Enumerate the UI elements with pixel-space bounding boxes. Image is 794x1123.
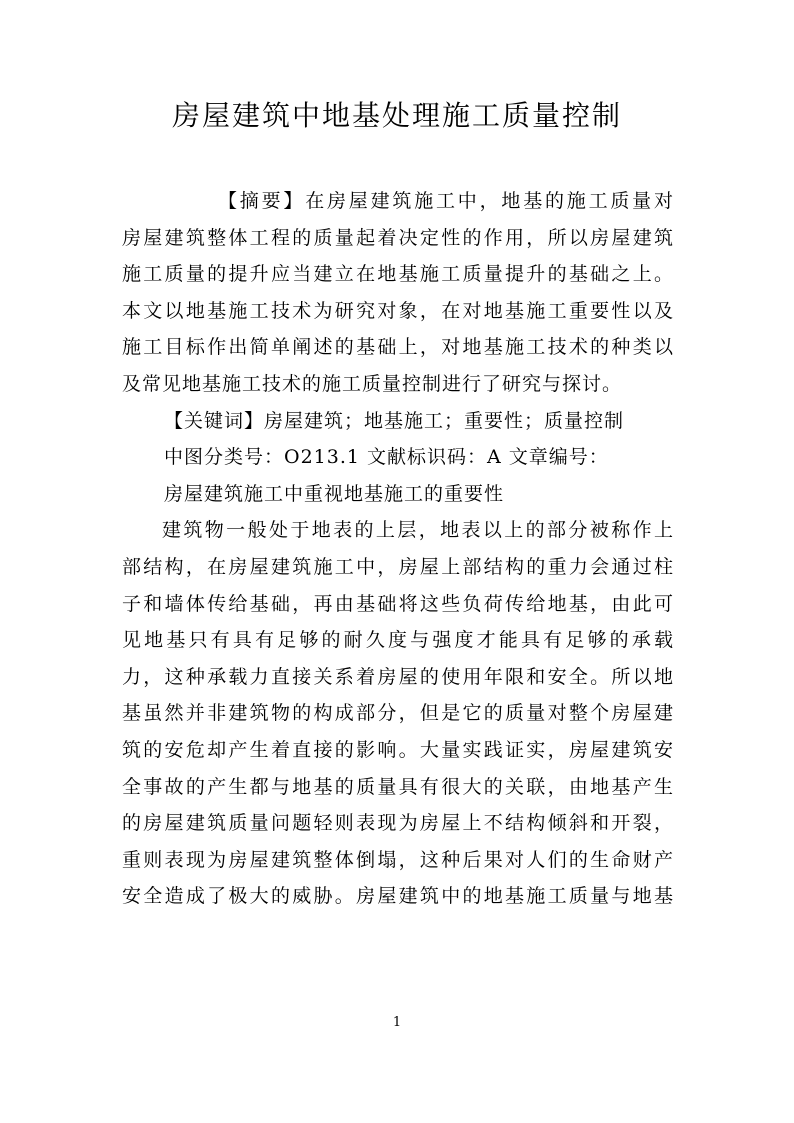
paragraph-line: 力，这种承载力直接关系着房屋的使用年限和安全。所以地 (122, 665, 674, 688)
paragraph-line: 部结构，在房屋建筑施工中，房屋上部结构的重力会通过柱 (122, 555, 674, 578)
paragraph-line: 重则表现为房屋建筑整体倒塌，这种后果对人们的生命财产 (122, 848, 674, 871)
paragraph-line: 安全造成了极大的威胁。房屋建筑中的地基施工质量与地基 (122, 885, 674, 908)
abstract-line: 施工质量的提升应当建立在地基施工质量提升的基础之上。 (122, 263, 674, 286)
paragraph-line: 基虽然并非建筑物的构成部分，但是它的质量对整个房屋建 (122, 702, 674, 725)
document-title: 房屋建筑中地基处理施工质量控制 (171, 99, 622, 132)
abstract-line: 施工目标作出简单阐述的基础上，对地基施工技术的种类以 (122, 336, 674, 359)
section-heading: 房屋建筑施工中重视地基施工的重要性 (164, 482, 505, 505)
classification-line: 中图分类号：O213.1 文献标识码：A 文章编号： (164, 446, 609, 469)
abstract-line: 【摘要】在房屋建筑施工中，地基的施工质量对 (218, 190, 674, 212)
keywords-line: 【关键词】房屋建筑；地基施工；重要性；质量控制 (164, 409, 625, 432)
abstract-line: 房屋建筑整体工程的质量起着决定性的作用，所以房屋建筑 (122, 226, 674, 249)
paragraph-line: 筑的安危却产生着直接的影响。大量实践证实，房屋建筑安 (122, 738, 674, 761)
document-body (122, 183, 674, 915)
abstract-line: 及常见地基施工技术的施工质量控制进行了研究与探讨。 (122, 372, 623, 395)
paragraph-line: 子和墙体传给基础，再由基础将这些负荷传给地基，由此可 (122, 592, 674, 615)
paragraph-line: 全事故的产生都与地基的质量具有很大的关联，由地基产生 (122, 775, 674, 798)
page-number: 1 (392, 1015, 402, 1030)
paragraph-line: 建筑物一般处于地表的上层，地表以上的部分被称作上 (162, 519, 674, 542)
paragraph-line: 见地基只有具有足够的耐久度与强度才能具有足够的承载 (122, 629, 674, 652)
abstract-line: 本文以地基施工技术为研究对象，在对地基施工重要性以及 (122, 299, 674, 322)
paragraph-line: 的房屋建筑质量问题轻则表现为房屋上不结构倾斜和开裂， (122, 812, 674, 835)
